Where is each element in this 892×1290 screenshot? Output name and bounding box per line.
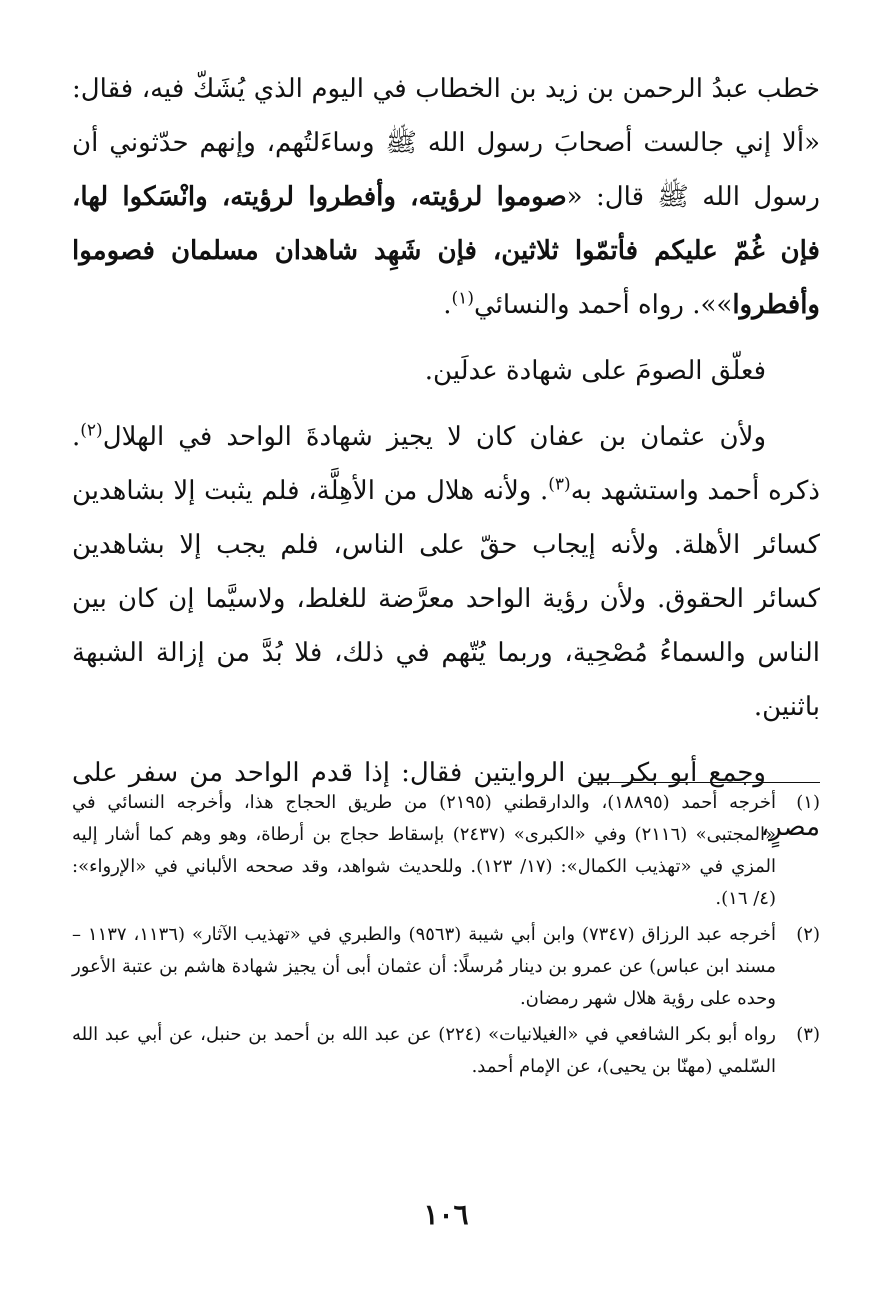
page-number: ١٠٦ bbox=[423, 1198, 469, 1231]
footnote-1 bbox=[72, 787, 820, 915]
footnote-number: (٢) bbox=[796, 924, 820, 945]
footnote-number: (١) bbox=[796, 792, 820, 813]
footnote-ref-3[interactable]: (٣) bbox=[548, 474, 571, 495]
footnote-ref-1[interactable]: (١) bbox=[451, 288, 474, 309]
footnotes bbox=[72, 782, 820, 1083]
footnote-3 bbox=[72, 1019, 820, 1083]
uthman-text-b: . ذكره أحمد واستشهد به bbox=[72, 422, 820, 506]
footnote-text: أخرجه أحمد (١٨٨٩٥)، والدارقطني (٢١٩٥) من طريق الحجاج هذا، وأخرجه النسائي في «المجتبى» (٢١١٦) وفي «الكبرى» (٢٤٣٧) بإسقاط حجاج بن أرطاة، وهو وهم كما أشار إليه المزي في «تهذيب الكمال»: (١٧/ ١٢٣). وللحديث شواهد، وقد صححه الألباني في «الإرواء»: (٤/ ١٦). bbox=[72, 792, 776, 909]
footnote-text: رواه أبو بكر الشافعي في «الغيلانيات» (٢٢٤) عن عبد الله بن أحمد بن حنبل، عن أبي عبد الله السّلمي (مهنّا بن يحيى)، عن الإمام أحمد. bbox=[72, 1024, 776, 1077]
hadith-source: »». رواه أحمد والنسائي bbox=[473, 290, 733, 320]
hadith-intro: خطب عبدُ الرحمن بن زيد بن الخطاب في اليوم الذي يُشَكّ فيه، فقال: «ألا إني جالست أصحابَ رسول الله ﷺ وساءَلتُهم، وإنهم حدّثوني أن رسول الله ﷺ قال: « bbox=[72, 74, 820, 212]
footnote-ref-2[interactable]: (٢) bbox=[80, 420, 103, 441]
footnote-2 bbox=[72, 919, 820, 1015]
paragraph-hadith bbox=[72, 62, 820, 332]
footnote-divider bbox=[588, 782, 820, 783]
hadith-end: . bbox=[443, 290, 452, 320]
paragraph-uthman bbox=[72, 410, 820, 734]
uthman-text-a: ولأن عثمان بن عفان كان لا يجيز شهادةَ الواحد في الهلال bbox=[102, 422, 766, 452]
hadith-quote: صوموا لرؤيته، وأفطروا لرؤيته، وانْسَكوا لها، فإن غُمّ عليكم فأتمّوا ثلاثين، فإن شَهِد شاهدان مسلمان فصوموا وأفطروا bbox=[72, 182, 820, 320]
paragraph-abu-bakr: وجمع أبو بكر بين الروايتين فقال: إذا قدم الواحد من سفر على مصرٍ، bbox=[72, 758, 820, 842]
uthman-text-c: . ولأنه هلال من الأهِلَّة، فلم يثبت إلا بشاهدين كسائر الأهلة. ولأنه إيجاب حقّ على الناس، فلم يجب إلا بشاهدين كسائر الحقوق. ولأن رؤية الواحد معرَّضة للغلط، ولاسيَّما إن كان بين الناس والسماءُ مُصْحِية، وربما يُتّهم في ذلك، فلا بُدَّ من إزالة الشبهة باثنين. bbox=[72, 476, 820, 722]
footnote-number: (٣) bbox=[796, 1024, 820, 1045]
footnote-text: أخرجه عبد الرزاق (٧٣٤٧) وابن أبي شيبة (٩٥٦٣) والطبري في «تهذيب الآثار» (١١٣٦، ١١٣٧ – مسند ابن عباس) عن عمرو بن دينار مُرسلًا: أن عثمان أبى أن يجيز شهادة هاشم بن عتبة الأعور وحده على رؤية هلال شهر رمضان. bbox=[72, 924, 776, 1009]
main-text bbox=[72, 62, 820, 854]
paragraph-conclusion: فعلّق الصومَ على شهادة عدلَين. bbox=[424, 356, 766, 386]
